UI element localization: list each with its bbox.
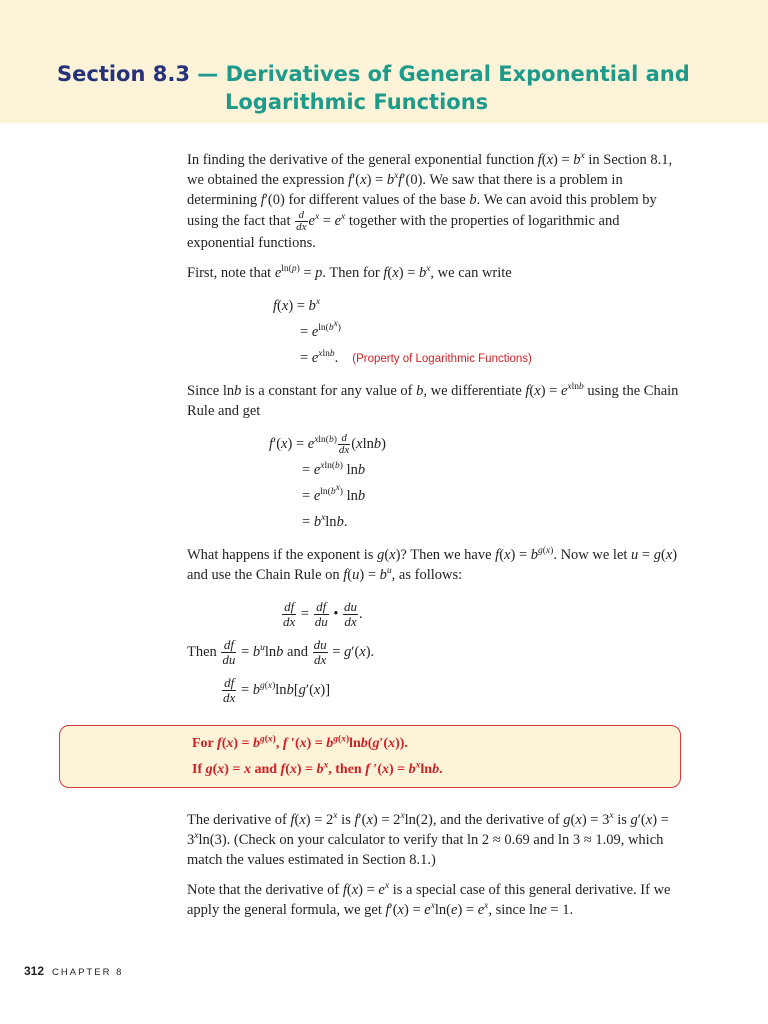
title-line-2: Logarithmic Functions	[225, 90, 489, 114]
special-case-paragraph: Note that the derivative of $f(x) = e^x$ is a special case of this general derivative. If we apply the general formula, we get $f'(x) = e^x\ln(e) = e^x$, since lne = 1.	[187, 881, 671, 918]
callout-line-1: For $f(x) = b^{g(x)}$, f $'(x) = b^{g(x)}\ln b(g'(x))$.	[192, 734, 408, 751]
exponent-paragraph: What happens if the exponent is g(x)? Then we have $f(x) = b^{g(x)}$. Now we let u = g(x) and use the Chain Rule on $f(u) = b^u$, as follows:	[187, 546, 678, 583]
equation-line: Then $\frac{df}{du}$ = $b^u\ln b$ and $\frac{du}{dx}$ = g′(x).	[187, 637, 375, 668]
equation-line: = $e^{xln(b)}$ lnb	[302, 461, 366, 478]
derivative-equations	[187, 431, 687, 535]
page-footer	[24, 964, 123, 978]
equation-line: $f(x) = b^x$	[273, 297, 321, 314]
rewrite-equations	[187, 293, 687, 371]
first-note-paragraph: First, note that $e^{ln(p)} = p$. Then for $f(x) = b^x$, we can write	[187, 264, 512, 281]
chain-rule-equations	[187, 595, 687, 709]
equation-line: = $e^{ln(b^x)}$ lnb	[302, 483, 366, 504]
equation-line: $\frac{df}{dx}$ = $\frac{df}{du}$ • $\frac{du}{dx}$ .	[283, 599, 363, 630]
equation-line: = $b^x\ln b$.	[302, 513, 348, 530]
section-number: Section 8.3	[57, 62, 190, 86]
example-paragraph: The derivative of $f(x) = 2^x$ is $f'(x) = 2^x\ln(2)$, and the derivative of $g(x) = 3^x$ is $g'(x) = 3^x\ln(3)$. (Check on your calculator to verify that ln 2 ≈ 0.69 and ln 3 ≈ 1.09, which match the values estimated in Section 8.1.)	[187, 811, 669, 868]
formula-callout-box	[59, 725, 681, 788]
equation-line: = $e^{xlnb}$. (Property of Logarithmic Functions)	[300, 349, 532, 366]
section-title	[57, 60, 737, 116]
equation-line: = $e^{ln(b^x)}$	[300, 319, 341, 340]
callout-line-2: If g(x) = x and $f(x) = b^x$, then f $'(x) = b^x\ln b$.	[192, 760, 443, 777]
chain-rule-paragraph: Since lnb is a constant for any value of b, we differentiate $f(x) = e^{xlnb}$ using the Chain Rule and get	[187, 382, 679, 419]
closing-content	[187, 810, 687, 930]
intro-paragraph: In finding the derivative of the general exponential function $f(x) = b^x$ in Section 8.1, we obtained the expression $f'(x) = b^xf'(0)$. We saw that there is a problem in determining f′(0) for different values of the base b. We can avoid this problem by using the fact that $\frac{d}{dx}$ $e^x = e^x$ together with the properties of logarithmic and exponential functions.	[187, 151, 673, 251]
title-dash: —	[189, 62, 226, 86]
title-line-1: Derivatives of General Exponential and	[225, 62, 690, 86]
equation-line: $\frac{df}{dx}$ = $b^{g(x)}\ln b[g'(x)]$	[223, 675, 331, 706]
page-number: 312	[24, 964, 45, 978]
main-content	[187, 150, 687, 719]
equation-line: $f'(x) = e^{xln(b)}$ $\frac{d}{dx}$ (xlnb)	[269, 432, 386, 457]
property-note: (Property of Logarithmic Functions)	[352, 353, 532, 365]
chapter-label: CHAPTER 8	[52, 967, 124, 978]
